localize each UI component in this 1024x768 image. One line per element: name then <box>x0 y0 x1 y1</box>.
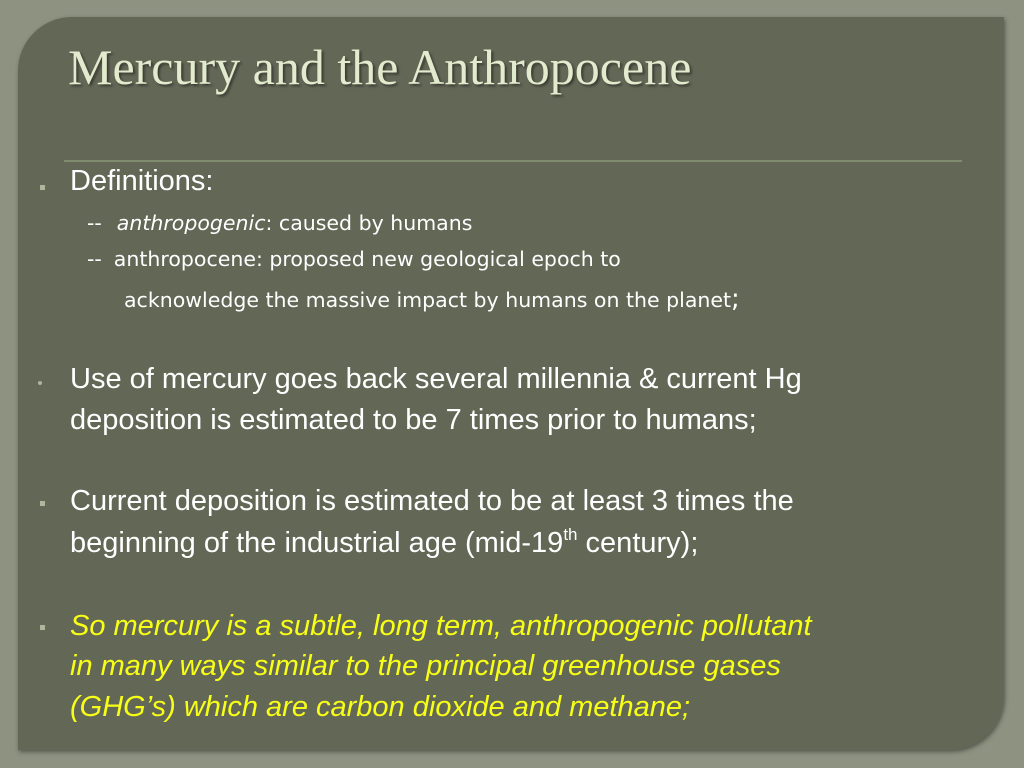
dash: -- <box>87 247 102 271</box>
definitions-heading: Definitions: <box>70 165 214 197</box>
mercury-history-line-2: deposition is estimated to be 7 times prior to humans; <box>70 404 757 436</box>
conclusion-line-3: (GHG’s) which are carbon dioxide and methane; <box>70 691 691 723</box>
bullet-dot-icon <box>38 381 42 385</box>
bullet-square-icon <box>40 625 45 630</box>
term-anthropogenic: anthropogenic <box>116 211 266 235</box>
dash: -- <box>87 211 102 235</box>
conclusion-line-2: in many ways similar to the principal greenhouse gases <box>70 650 781 682</box>
industrial-line-1: Current deposition is estimated to be at least 3 times the <box>70 485 794 517</box>
bullet-square-icon <box>40 185 45 190</box>
slide-title: Mercury and the Anthropocene <box>68 39 692 95</box>
industrial-line-2 <box>70 524 698 562</box>
industrial-text: beginning of the industrial age (mid-19 <box>70 527 564 559</box>
industrial-text-end: century); <box>577 527 699 559</box>
mercury-history-line-1: Use of mercury goes back several millennia & current Hg <box>70 363 802 395</box>
ordinal-superscript: th <box>563 525 578 544</box>
definition-text: anthropocene: proposed new geological epoch to <box>113 247 621 271</box>
definition-anthropocene-continued <box>124 284 740 315</box>
definition-anthropogenic <box>87 208 472 238</box>
bullet-square-icon <box>40 501 45 506</box>
definition-semicolon: ; <box>731 284 740 314</box>
definition-text: acknowledge the massive impact by humans on the planet <box>124 288 732 312</box>
definition-anthropocene <box>87 244 621 274</box>
conclusion-line-1: So mercury is a subtle, long term, anthropogenic pollutant <box>70 610 812 642</box>
definition-text: : caused by humans <box>265 211 473 235</box>
